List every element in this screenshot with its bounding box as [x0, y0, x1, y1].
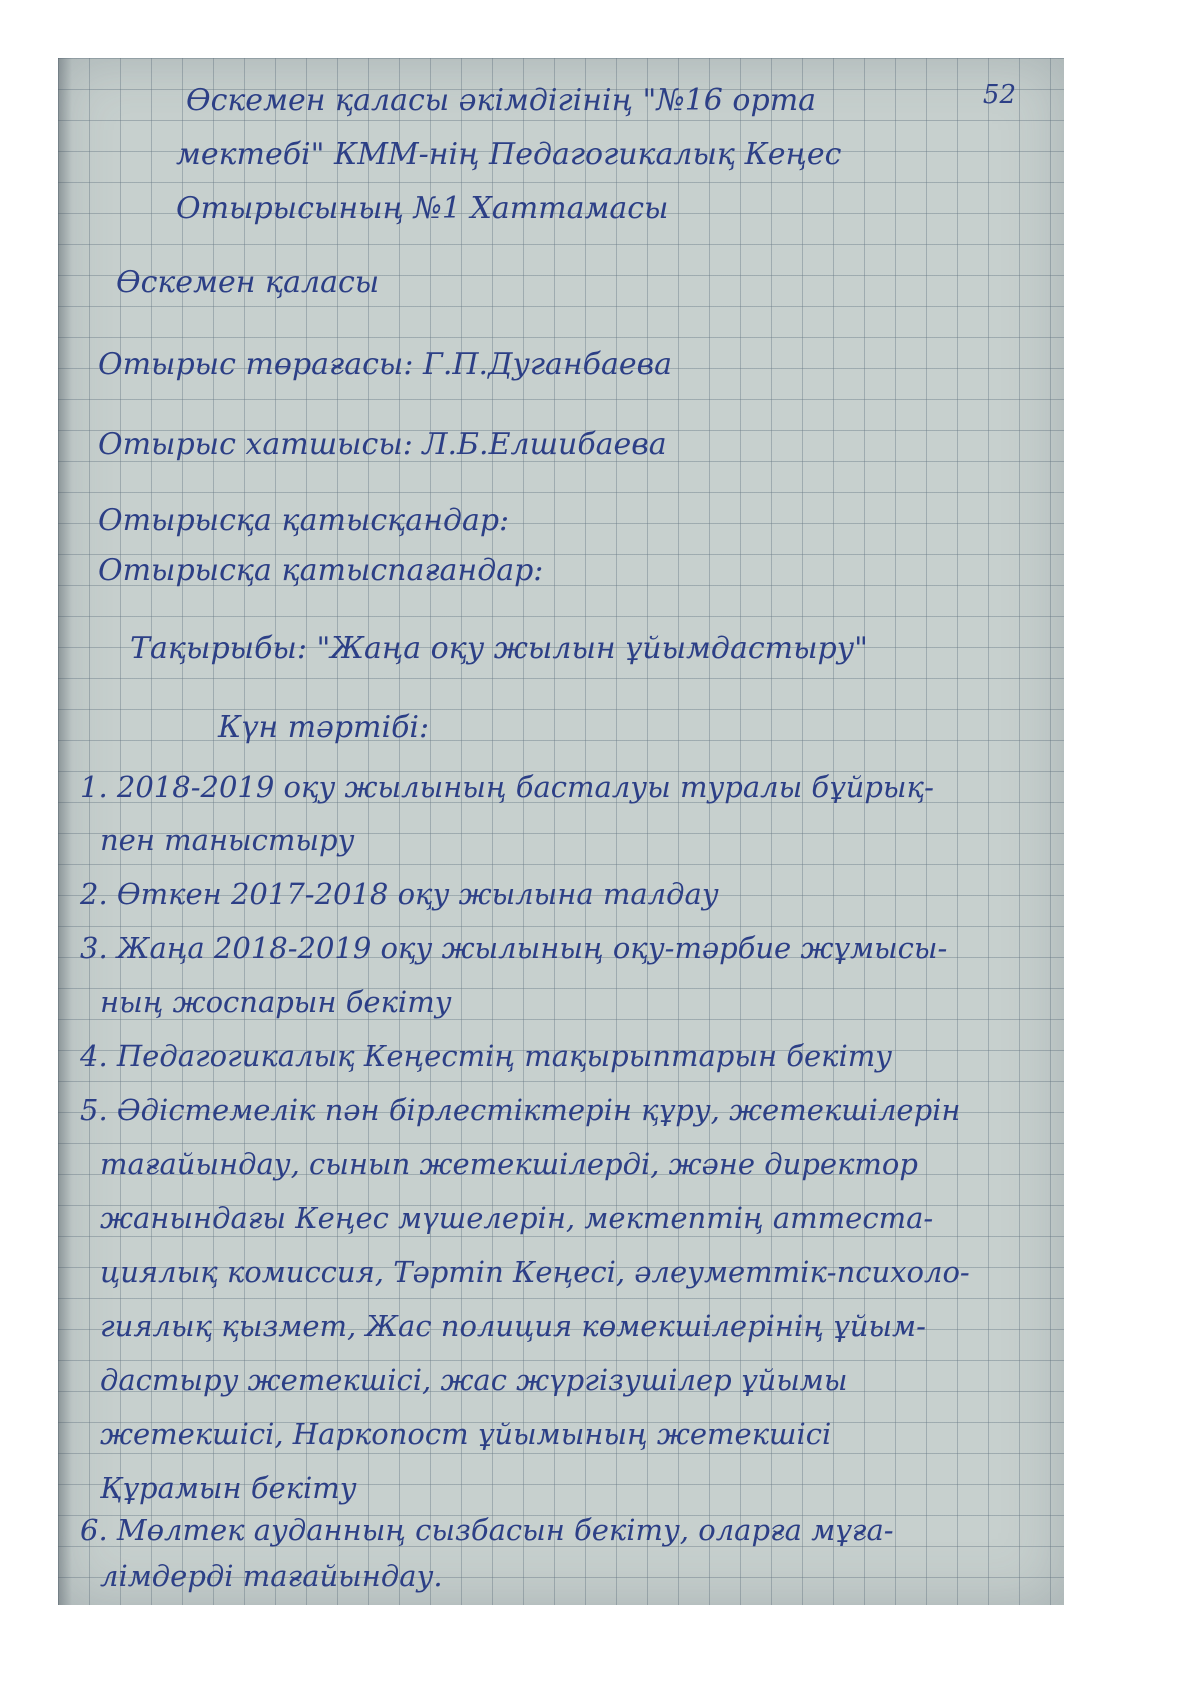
agenda-line: дастыру жетекшісі, жас жүргізушілер ұйымы	[100, 1363, 848, 1397]
page-binding-shadow	[58, 58, 72, 1605]
secretary-line: Отырыс хатшысы: Л.Б.Елшибаева	[98, 427, 667, 462]
header-line-1: Өскемен қаласы әкімдігінің "№16 орта	[186, 83, 817, 118]
agenda-line: пен таныстыру	[100, 823, 355, 857]
agenda-line: 5. Әдістемелік пән бірлестіктерін құру, жетекшілерін	[80, 1093, 961, 1127]
agenda-line: Құрамын бекіту	[100, 1471, 357, 1505]
agenda-line: жетекшісі, Наркопост ұйымының жетекшісі	[100, 1417, 832, 1451]
notebook-page	[58, 58, 1064, 1605]
topic-line: Тақырыбы: "Жаңа оқу жылын ұйымдастыру"	[130, 631, 868, 666]
agenda-line: жанындағы Кеңес мүшелерін, мектептің аттеста-	[100, 1201, 934, 1235]
chair-line: Отырыс төрағасы: Г.П.Дуганбаева	[98, 347, 672, 382]
agenda-line: 4. Педагогикалық Кеңестің тақырыптарын бекіту	[80, 1039, 893, 1073]
agenda-line: циялық комиссия, Тәртіп Кеңесі, әлеуметтік-психоло-	[100, 1255, 970, 1289]
agenda-line: 2. Өткен 2017-2018 оқу жылына талдау	[80, 877, 719, 911]
agenda-line: ның жоспарын бекіту	[100, 985, 452, 1019]
agenda-line: лімдерді тағайындау.	[100, 1559, 443, 1593]
attended-line: Отырысқа қатысқандар:	[98, 503, 510, 538]
agenda-line: гиялық қызмет, Жас полиция көмекшілерінің ұйым-	[100, 1309, 926, 1343]
agenda-line: 3. Жаңа 2018-2019 оқу жылының оқу-тәрбие жұмысы-	[80, 931, 948, 965]
agenda-title: Күн тәртібі:	[218, 710, 430, 745]
page-number: 52	[982, 80, 1016, 110]
city-line: Өскемен қаласы	[116, 265, 380, 300]
header-line-2: мектебі" КММ-нің Педагогикалық Кеңес	[176, 137, 842, 172]
header-line-3: Отырысының №1 Хаттамасы	[176, 191, 669, 226]
agenda-line: 6. Мөлтек ауданның сызбасын бекіту, оларға мұға-	[80, 1513, 894, 1547]
agenda-line: 1. 2018-2019 оқу жылының басталуы туралы бұйрық-	[80, 770, 934, 804]
absent-line: Отырысқа қатыспағандар:	[98, 553, 544, 588]
agenda-line: тағайындау, сынып жетекшілерді, және директор	[100, 1147, 918, 1181]
